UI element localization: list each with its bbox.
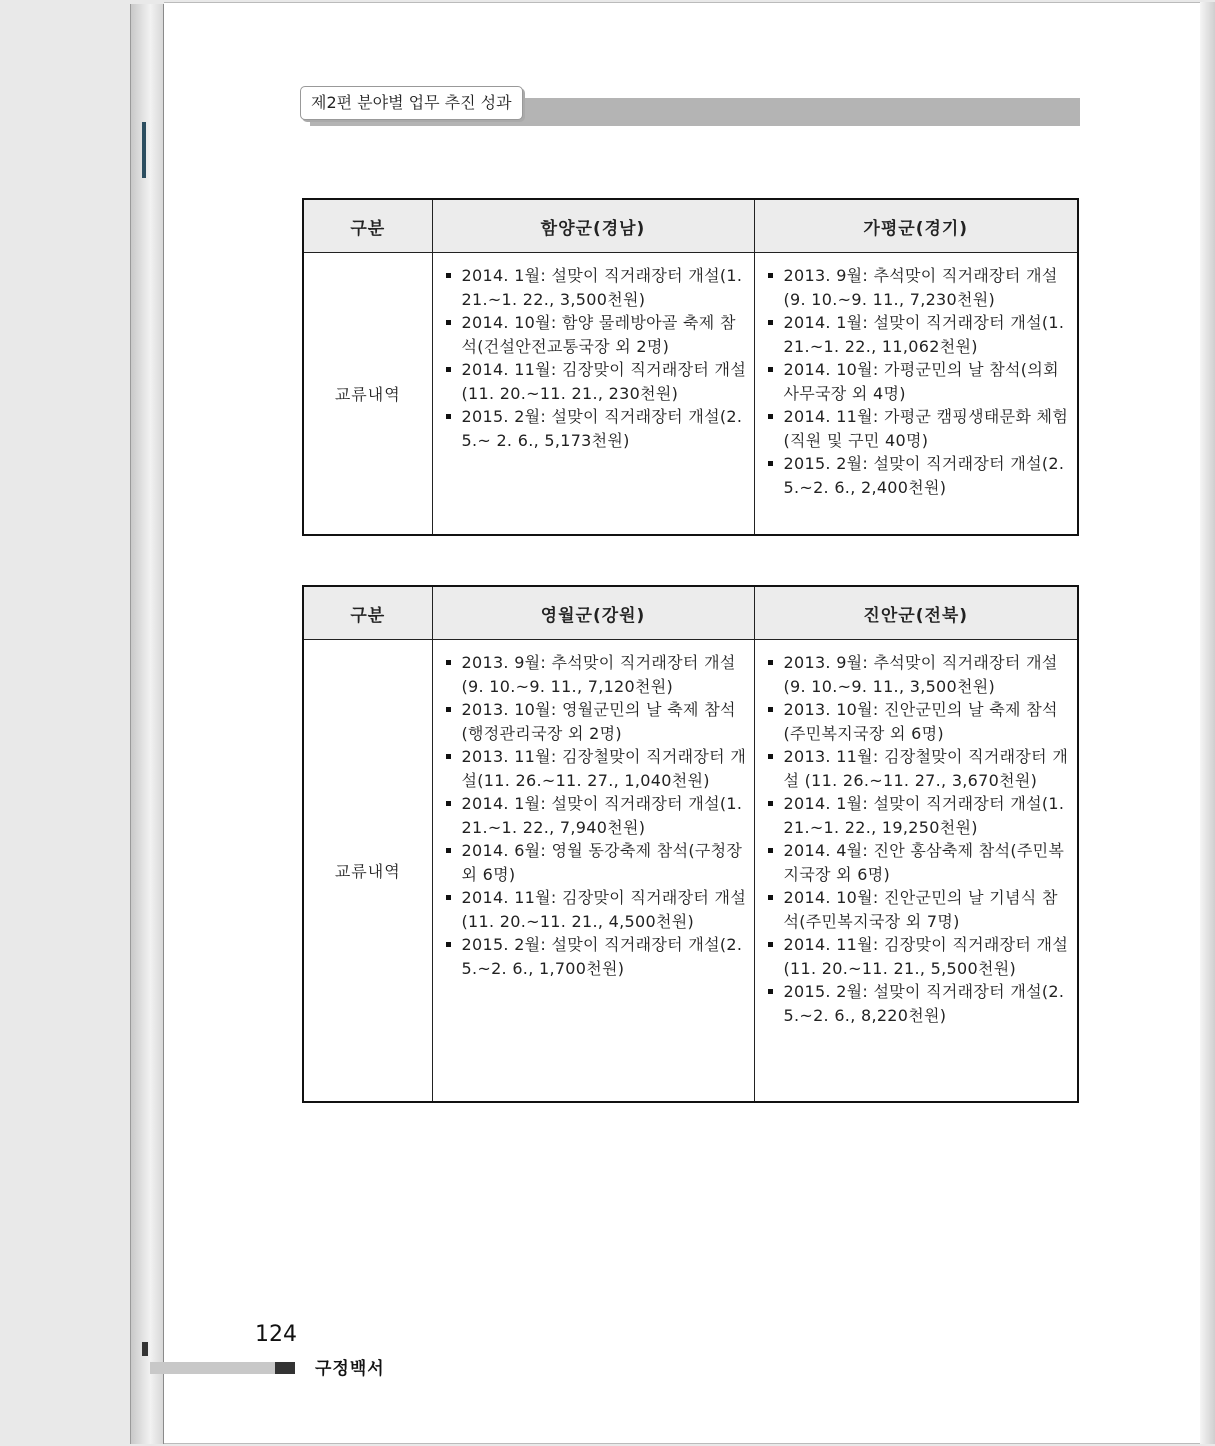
list-item: 2014. 10월: 가평군민의 날 참석(의회사무국장 외 4명) [766, 358, 1071, 405]
list-item: 2014. 11월: 김장맞이 직거래장터 개설(11. 20.~11. 21., 230천원) [444, 358, 747, 405]
item-list [756, 254, 1077, 507]
list-item: 2014. 10월: 진안군민의 날 기념식 참석(주민복지국장 외 7명) [766, 886, 1071, 933]
region-b-cell [754, 253, 1078, 535]
row-label: 교류내역 [303, 253, 432, 535]
item-list [756, 641, 1077, 1035]
table-row [303, 253, 1078, 535]
table-header-row [303, 586, 1078, 640]
column-header-region-b: 가평군(경기) [754, 199, 1078, 253]
list-item: 2014. 1월: 설맞이 직거래장터 개설(1. 21.~1. 22., 19,250천원) [766, 792, 1071, 839]
region-b-cell [754, 640, 1078, 1102]
footer-block [275, 1362, 295, 1374]
exchange-table-2 [302, 585, 1079, 1103]
table-row [303, 640, 1078, 1102]
list-item: 2013. 9월: 추석맞이 직거래장터 개설(9. 10.~9. 11., 7,230천원) [766, 264, 1071, 311]
list-item: 2015. 2월: 설맞이 직거래장터 개설(2. 5.~ 2. 6., 5,173천원) [444, 405, 747, 452]
list-item: 2014. 1월: 설맞이 직거래장터 개설(1. 21.~1. 22., 3,500천원) [444, 264, 747, 311]
list-item: 2013. 9월: 추석맞이 직거래장터 개설(9. 10.~9. 11., 3,500천원) [766, 651, 1071, 698]
list-item: 2013. 9월: 추석맞이 직거래장터 개설(9. 10.~9. 11., 7,120천원) [444, 651, 747, 698]
exchange-table-1 [302, 198, 1079, 536]
list-item: 2013. 11월: 김장철맞이 직거래장터 개설 (11. 26.~11. 27., 3,670천원) [766, 745, 1071, 792]
list-item: 2013. 10월: 영월군민의 날 축제 참석(행정관리국장 외 2명) [444, 698, 747, 745]
list-item: 2015. 2월: 설맞이 직거래장터 개설(2. 5.~2. 6., 8,220천원) [766, 980, 1071, 1027]
list-item: 2015. 2월: 설맞이 직거래장터 개설(2. 5.~2. 6., 1,700천원) [444, 933, 747, 980]
list-item: 2014. 6월: 영월 동강축제 참석(구청장 외 6명) [444, 839, 747, 886]
list-item: 2013. 10월: 진안군민의 날 축제 참석(주민복지국장 외 6명) [766, 698, 1071, 745]
list-item: 2014. 10월: 함양 물레방아골 축제 참석(건설안전교통국장 외 2명) [444, 311, 747, 358]
book-spine [130, 4, 164, 1444]
list-item: 2014. 4월: 진안 홍삼축제 참석(주민복지국장 외 6명) [766, 839, 1071, 886]
region-a-cell [432, 640, 754, 1102]
list-item: 2014. 11월: 김장맞이 직거래장터 개설(11. 20.~11. 21., 5,500천원) [766, 933, 1071, 980]
list-item: 2014. 1월: 설맞이 직거래장터 개설(1. 21.~1. 22., 7,940천원) [444, 792, 747, 839]
page-number: 124 [255, 1322, 297, 1347]
spine-mark [142, 122, 146, 178]
list-item: 2015. 2월: 설맞이 직거래장터 개설(2. 5.~2. 6., 2,400천원) [766, 452, 1071, 499]
row-label: 교류내역 [303, 640, 432, 1102]
column-header-category: 구분 [303, 586, 432, 640]
list-item: 2013. 11월: 김장철맞이 직거래장터 개설(11. 26.~11. 27., 1,040천원) [444, 745, 747, 792]
item-list [434, 641, 753, 988]
item-list [434, 254, 753, 460]
region-a-cell [432, 253, 754, 535]
list-item: 2014. 1월: 설맞이 직거래장터 개설(1. 21.~1. 22., 11,062천원) [766, 311, 1071, 358]
spine-mark-bottom [142, 1342, 148, 1356]
column-header-region-a: 함양군(경남) [432, 199, 754, 253]
column-header-region-a: 영월군(강원) [432, 586, 754, 640]
book-title: 구정백서 [315, 1359, 385, 1379]
column-header-region-b: 진안군(전북) [754, 586, 1078, 640]
page-edge [1200, 2, 1215, 1444]
table-header-row [303, 199, 1078, 253]
list-item: 2014. 11월: 김장맞이 직거래장터 개설(11. 20.~11. 21., 4,500천원) [444, 886, 747, 933]
list-item: 2014. 11월: 가평군 캠핑생태문화 체험(직원 및 구민 40명) [766, 405, 1071, 452]
column-header-category: 구분 [303, 199, 432, 253]
footer-bar [150, 1362, 275, 1374]
section-title: 제2편 분야별 업무 추진 성과 [300, 86, 523, 120]
